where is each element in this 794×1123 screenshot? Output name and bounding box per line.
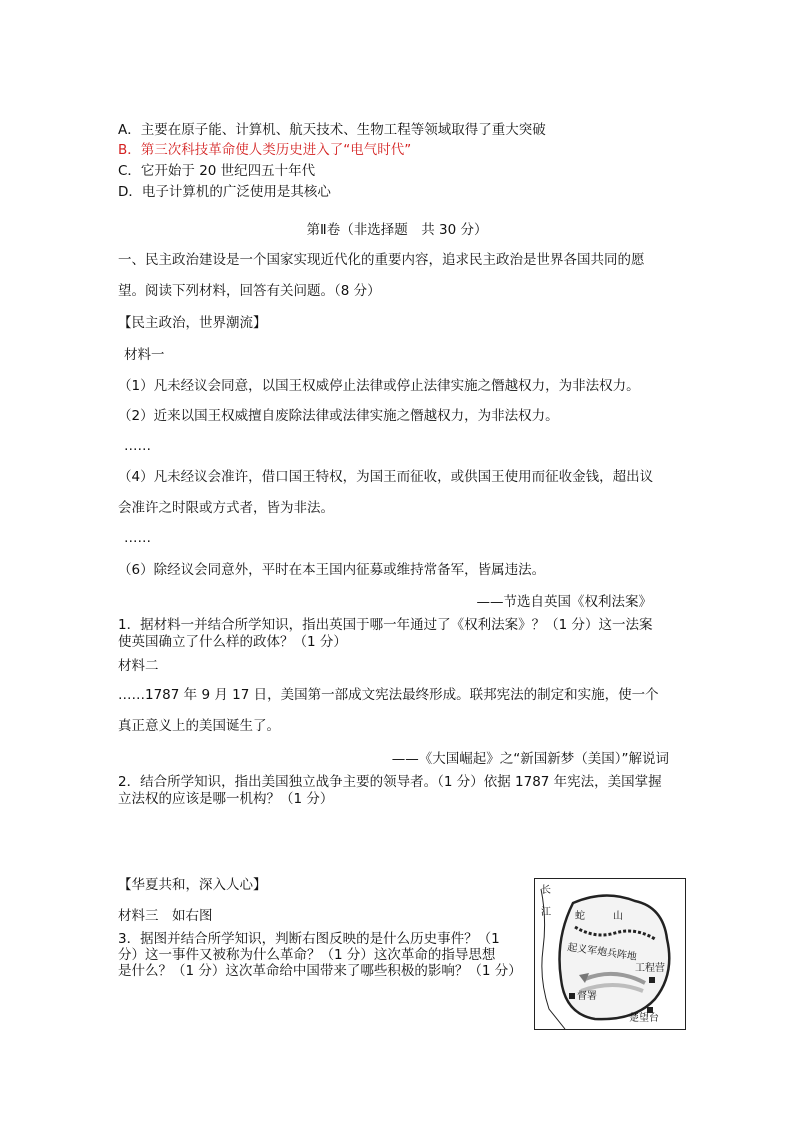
material2-line2: 真正意义上的美国诞生了。 (118, 718, 280, 734)
map-label: 江 (541, 907, 551, 918)
material1-item: （1）凡未经议会同意，以国王权威停止法律或停止法律实施之僭越权力，为非法权力。 (118, 378, 640, 394)
question3-line3: 是什么？（1 分）这次革命给中国带来了哪些积极的影响？（1 分） (118, 963, 522, 979)
material1-label: 材料一 (124, 347, 165, 363)
material1-item: …… (124, 438, 151, 454)
material2-source: ——《大国崛起》之“新国新梦（美国）”解说词 (391, 751, 669, 767)
engineer-camp-marker (649, 977, 655, 983)
section1-title: 【民主政治，世界潮流】 (118, 315, 267, 331)
option-b: B．第三次科技革命使人类历史进入了“电气时代” (118, 142, 412, 158)
material2-label: 材料二 (118, 658, 159, 674)
map-label: 长 (541, 885, 551, 896)
map-label: 督署 (577, 991, 597, 1002)
map-label: 工程营 (635, 963, 665, 974)
option-c: C．它开始于 20 世纪四五十年代 (118, 163, 316, 179)
option-a: A．主要在原子能、计算机、航天技术、生物工程等领域取得了重大突破 (118, 122, 546, 138)
map-label: 楚望台 (629, 1013, 659, 1024)
map-label: 山 (613, 911, 623, 922)
question1-line2: 使英国确立了什么样的政体？（1 分） (118, 634, 347, 650)
part2-title: 第Ⅱ卷（非选择题 共 30 分） (306, 222, 488, 238)
map-label: 蛇 (575, 911, 585, 922)
question3-line1: 3．据图并结合所学知识，判断右图反映的是什么历史事件？（1 (118, 931, 500, 947)
question2-line2: 立法权的应该是哪一机构？（1 分） (118, 791, 334, 807)
material1-item: 会准许之时限或方式者，皆为非法。 (118, 500, 334, 516)
material1-item: …… (124, 530, 151, 546)
map-label: 起义军炮兵阵地 (566, 942, 638, 963)
option-d: D．电子计算机的广泛使用是其核心 (118, 184, 331, 200)
question1-line1: 1．据材料一并结合所学知识，指出英国于哪一年通过了《权利法案》？（1 分）这一法案 (118, 617, 653, 633)
material1-item: （6）除经议会同意外，平时在本王国内征募或维持常备军，皆属违法。 (118, 562, 546, 578)
wuchang-uprising-map (534, 878, 686, 1030)
material1-source: ——节选自英国《权利法案》 (476, 594, 652, 610)
material2-line1: ……1787 年 9 月 17 日，美国第一部成文宪法最终形成。联邦宪法的制定和实施，使一个 (118, 687, 659, 703)
governor-office-marker (569, 993, 575, 999)
question2-line1: 2．结合所学知识，指出美国独立战争主要的领导者。（1 分）依据 1787 年宪法，美国掌握 (118, 774, 662, 790)
material3-label: 材料三 如右图 (118, 908, 213, 924)
q1-intro-line2: 望。阅读下列材料，回答有关问题。（8 分） (118, 283, 381, 299)
material1-item: （2）近来以国王权威擅自废除法律或法律实施之僭越权力，为非法权力。 (118, 408, 559, 424)
q1-intro-line1: 一、民主政治建设是一个国家实现近代化的重要内容，追求民主政治是世界各国共同的愿 (118, 252, 645, 268)
material1-item: （4）凡未经议会准许，借口国王特权，为国王而征收，或供国王使用而征收金钱，超出议 (118, 469, 654, 485)
question3-line2: 分）这一事件又被称为什么革命？（1 分）这次革命的指导思想 (118, 947, 496, 963)
section2-title: 【华夏共和，深入人心】 (118, 877, 267, 893)
